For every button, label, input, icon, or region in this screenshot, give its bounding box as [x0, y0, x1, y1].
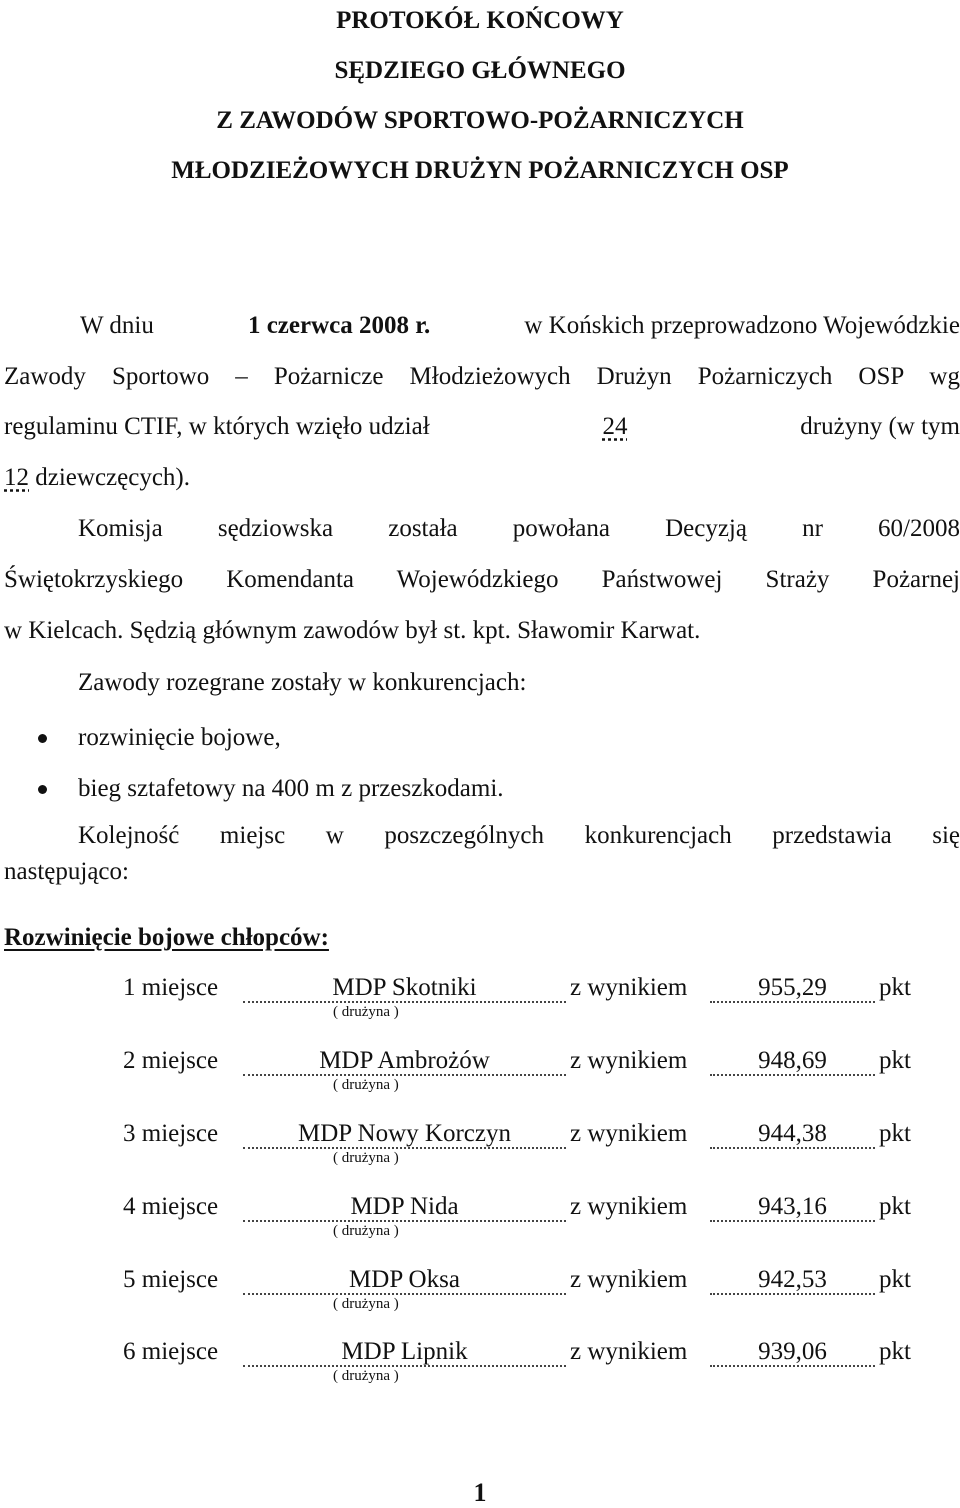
result-with-label: z wynikiem: [570, 1338, 688, 1365]
result-place: 3 miejsce: [123, 1120, 219, 1147]
team-caption: ( drużyna ): [333, 1077, 399, 1093]
section-title: Rozwinięcie bojowe chłopców:: [4, 924, 329, 951]
team-count: 24: [602, 413, 628, 440]
result-place: 4 miejsce: [123, 1193, 219, 1220]
result-score: 955,29: [710, 973, 875, 1003]
result-team: MDP Nida: [243, 1192, 566, 1222]
girls-team-count: 12: [4, 464, 29, 491]
commission-line-1: Komisja sędziowska została powołana Decyzją nr 60/2008: [78, 515, 960, 542]
result-score: 944,38: [710, 1119, 875, 1149]
result-score: 948,69: [710, 1046, 875, 1076]
intro-line-1: [80, 311, 960, 341]
result-with-label: z wynikiem: [570, 1193, 688, 1220]
result-team: MDP Nowy Korczyn: [243, 1119, 566, 1149]
team-caption: ( drużyna ): [333, 1296, 399, 1312]
intro-line-3-end: drużyny (w tym: [800, 413, 960, 440]
result-with-label: z wynikiem: [570, 1266, 688, 1293]
intro-date-prefix: W dniu: [80, 312, 154, 339]
result-with-label: z wynikiem: [570, 1120, 688, 1147]
title-line-4: MŁODZIEŻOWYCH DRUŻYN POŻARNICZYCH OSP: [171, 157, 789, 184]
ranking-intro-line-2: następująco:: [4, 858, 129, 885]
result-with-label: z wynikiem: [570, 1047, 688, 1074]
ranking-intro-line-1: Kolejność miejsc w poszczególnych konkurencjach przedstawia się: [78, 822, 960, 849]
competitions-intro: Zawody rozegrane zostały w konkurencjach:: [78, 669, 527, 696]
title-line-3: Z ZAWODÓW SPORTOWO-POŻARNICZYCH: [216, 107, 744, 134]
result-unit: pkt: [879, 1047, 911, 1074]
bullet-icon: [38, 785, 47, 794]
intro-line-4: [4, 463, 190, 493]
result-unit: pkt: [879, 1266, 911, 1293]
result-team: MDP Oksa: [243, 1265, 566, 1295]
result-score: 942,53: [710, 1265, 875, 1295]
team-caption: ( drużyna ): [333, 1004, 399, 1020]
result-with-label: z wynikiem: [570, 974, 688, 1001]
intro-location: w Końskich przeprowadzono Wojewódzkie: [524, 312, 960, 339]
team-caption: ( drużyna ): [333, 1368, 399, 1384]
competition-item-2: bieg sztafetowy na 400 m z przeszkodami.: [78, 775, 504, 802]
result-team: MDP Ambrożów: [243, 1046, 566, 1076]
result-score: 939,06: [710, 1337, 875, 1367]
result-team: MDP Skotniki: [243, 973, 566, 1003]
team-caption: ( drużyna ): [333, 1223, 399, 1239]
intro-line-3: [4, 412, 960, 442]
commission-line-3: w Kielcach. Sędzią głównym zawodów był st. kpt. Sławomir Karwat.: [4, 617, 701, 644]
competition-item-1: rozwinięcie bojowe,: [78, 724, 281, 751]
intro-line-4-text: dziewczęcych).: [29, 464, 190, 491]
result-unit: pkt: [879, 1120, 911, 1147]
intro-line-2: Zawody Sportowo – Pożarnicze Młodzieżowych Drużyn Pożarniczych OSP wg: [4, 363, 960, 390]
result-unit: pkt: [879, 1338, 911, 1365]
result-place: 1 miejsce: [123, 974, 219, 1001]
result-place: 2 miejsce: [123, 1047, 219, 1074]
result-unit: pkt: [879, 1193, 911, 1220]
intro-date: 1 czerwca 2008 r.: [247, 312, 431, 339]
result-team: MDP Lipnik: [243, 1337, 566, 1367]
commission-line-2: Świętokrzyskiego Komendanta Wojewódzkiego Państwowej Straży Pożarnej: [4, 566, 960, 593]
title-line-1: PROTOKÓŁ KOŃCOWY: [336, 7, 624, 34]
page-number: 1: [473, 1478, 487, 1507]
result-unit: pkt: [879, 974, 911, 1001]
result-place: 6 miejsce: [123, 1338, 219, 1365]
result-score: 943,16: [710, 1192, 875, 1222]
team-caption: ( drużyna ): [333, 1150, 399, 1166]
result-place: 5 miejsce: [123, 1266, 219, 1293]
intro-line-3-text: regulaminu CTIF, w których wzięło udział: [4, 413, 430, 440]
bullet-icon: [38, 734, 47, 743]
title-line-2: SĘDZIEGO GŁÓWNEGO: [334, 57, 626, 84]
